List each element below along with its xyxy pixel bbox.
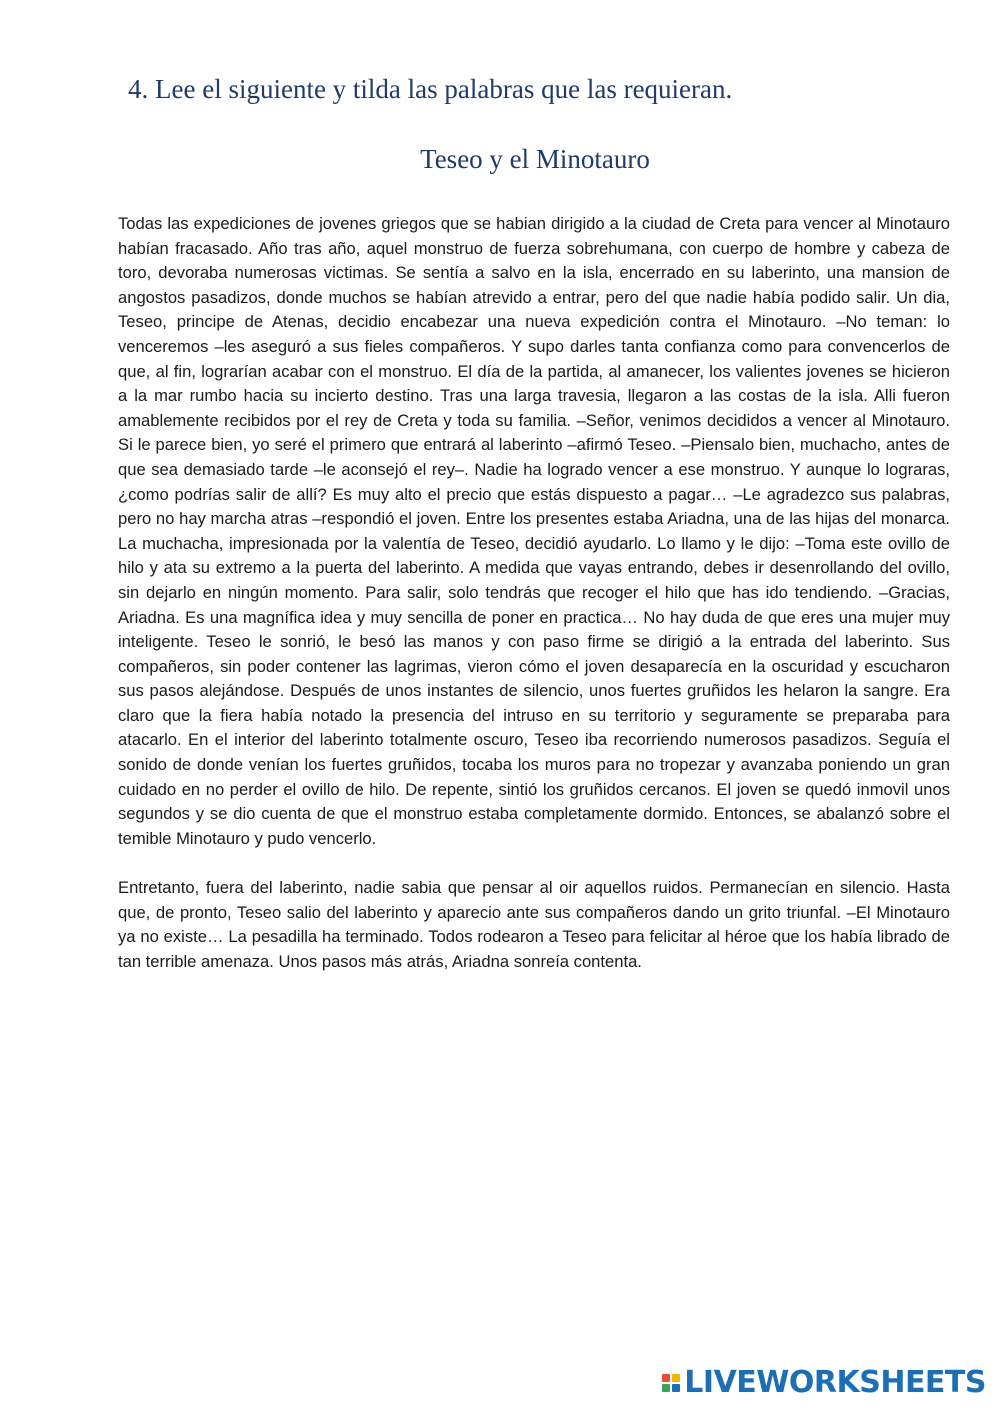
liveworksheets-logo-icon: [662, 1374, 680, 1392]
exercise-instruction: 4. Lee el siguiente y tilda las palabras que las requieran.: [128, 74, 733, 104]
story-paragraph-1: Todas las expediciones de jovenes griegos que se habian dirigido a la ciudad de Creta para vencer al Minotauro habían fracasado. Año tras año, aquel monstruo de fuerza sobrehumana, con cuerpo de hombre y cabeza de toro, devoraba numerosas victimas. Se sentía a salvo en la isla, encerrado en su laberinto, una mansion de angostos pasadizos, donde muchos se habían atrevido a entrar, pero del que nadie había podido salir. Un dia, Teseo, principe de Atenas, decidio encabezar una nueva expedición contra el Minotauro. –No teman: lo venceremos –les aseguró a sus fieles compañeros. Y supo darles tanta confianza como para convencerlos de que, al fin, lograrían acabar con el monstruo. El día de la partida, al amanecer, los valientes jovenes se hicieron a la mar rumbo hacia su incierto destino. Tras una larga travesia, llegaron a las costas de la isla. Alli fueron amablemente recibidos por el rey de Creta y toda su familia. –Señor, venimos decididos a vencer al Minotauro. Si le parece bien, yo seré el primero que entrará al laberinto –afirmó Teseo. –Piensalo bien, muchacho, antes de que sea demasiado tarde –le aconsejó el rey–. Nadie ha logrado vencer a ese monstruo. Y aunque lo lograras, ¿como podrías salir de allí? Es muy alto el precio que estás dispuesto a pagar… –Le agradezco sus palabras, pero no hay marcha atras –respondió el joven. Entre los presentes estaba Ariadna, una de las hijas del monarca. La muchacha, impresionada por la valentía de Teseo, decidió ayudarlo. Lo llamo y le dijo: –Toma este ovillo de hilo y ata su extremo a la puerta del laberinto. A medida que vayas entrando, debes ir desenrollando del ovillo, sin dejarlo en ningún momento. Para salir, solo tendrás que recoger el hilo que has ido tendiendo. –Gracias, Ariadna. Es una magnífica idea y muy sencilla de poner en practica… No hay duda de que eres una mujer muy inteligente. Teseo le sonrió, le besó las manos y con paso firme se dirigió a la entrada del laberinto. Sus compañeros, sin poder contener las lagrimas, vieron cómo el joven desaparecía en la oscuridad y escucharon sus pasos alejándose. Después de unos instantes de silencio, unos fuertes gruñidos les helaron la sangre. Era claro que la fiera había notado la presencia del intruso en su territorio y seguramente se preparaba para atacarlo. En el interior del laberinto totalmente oscuro, Teseo iba recorriendo numerosos pasadizos. Seguía el sonido de donde venían los fuertes gruñidos, tocaba los muros para no tropezar y avanzaba poniendo un gran cuidado en no perder el ovillo de hilo. De repente, sintió los gruñidos cercanos. El joven se quedó inmovil unos segundos y se dio cuenta de que el monstruo estaba completamente dormido. Entonces, se abalanzó sobre el temible Minotauro y pudo vencerlo.: [118, 214, 950, 848]
story-paragraph-2: Entretanto, fuera del laberinto, nadie sabia que pensar al oir aquellos ruidos. Permanecían en silencio. Hasta que, de pronto, Teseo salio del laberinto y aparecio ante sus compañeros dando un grito triunfal. –El Minotauro ya no existe… La pesadilla ha terminado. Todos rodearon a Teseo para felicitar al héroe que los había librado de tan terrible amenaza. Unos pasos más atrás, Ariadna sonreía contenta.: [118, 878, 950, 971]
story-text: [118, 212, 950, 974]
liveworksheets-brand: [662, 1365, 986, 1400]
brand-logo-text: LIVEWORKSHEETS: [684, 1365, 986, 1400]
story-title: Teseo y el Minotauro: [420, 144, 650, 174]
